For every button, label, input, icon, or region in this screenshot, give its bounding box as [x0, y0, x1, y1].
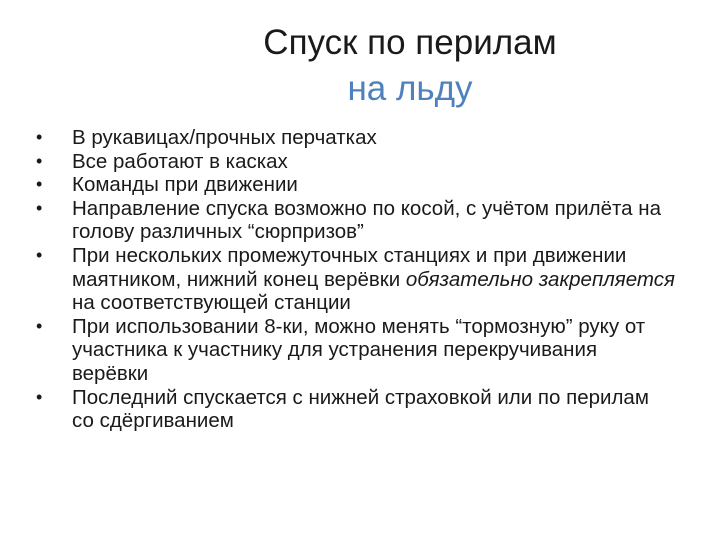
bullet-text: Последний спускается с нижней страховкой или по перилам со сдёргиванием	[72, 385, 649, 433]
bullet-text-part: При нескольких промежуточных станциях и при движении маятником, нижний конец верёвки	[72, 243, 627, 291]
bullet-text: Все работают в касках	[72, 149, 288, 173]
bullet-dot-icon: •	[36, 315, 43, 336]
bullet-text-emphasis: обязательно закрепляется	[405, 267, 675, 291]
bullet-text: При использовании 8-ки, можно менять “тормозную” руку от участника к участнику для устранения перекручивания верёвки	[72, 314, 646, 385]
bullet-item	[36, 126, 676, 150]
bullet-dot-icon: •	[36, 127, 43, 147]
bullet-dot-icon: •	[36, 150, 43, 171]
bullet-text	[72, 244, 675, 314]
bullet-item	[36, 150, 676, 174]
title-line-main: Спуск по перилам	[263, 23, 557, 62]
bullet-item	[36, 315, 676, 386]
bullet-text: Направление спуска возможно по косой, с учётом прилёта на голову различных “сюрпризов”	[72, 196, 661, 244]
bullet-item	[36, 244, 676, 315]
bullet-dot-icon: •	[36, 386, 43, 407]
bullet-item	[36, 173, 676, 197]
bullet-text: В рукавицах/прочных перчатках	[72, 126, 377, 149]
bullet-list	[36, 126, 676, 433]
bullet-dot-icon: •	[36, 197, 43, 218]
bullet-item	[36, 197, 676, 244]
bullet-text-part: на соответствующей станции	[72, 291, 351, 315]
bullet-item	[36, 386, 676, 433]
slide-title	[200, 20, 620, 112]
title-line-accent: на льду	[347, 69, 473, 108]
bullet-dot-icon: •	[36, 244, 43, 265]
bullet-text: Команды при движении	[72, 173, 298, 197]
bullet-dot-icon: •	[36, 174, 43, 195]
